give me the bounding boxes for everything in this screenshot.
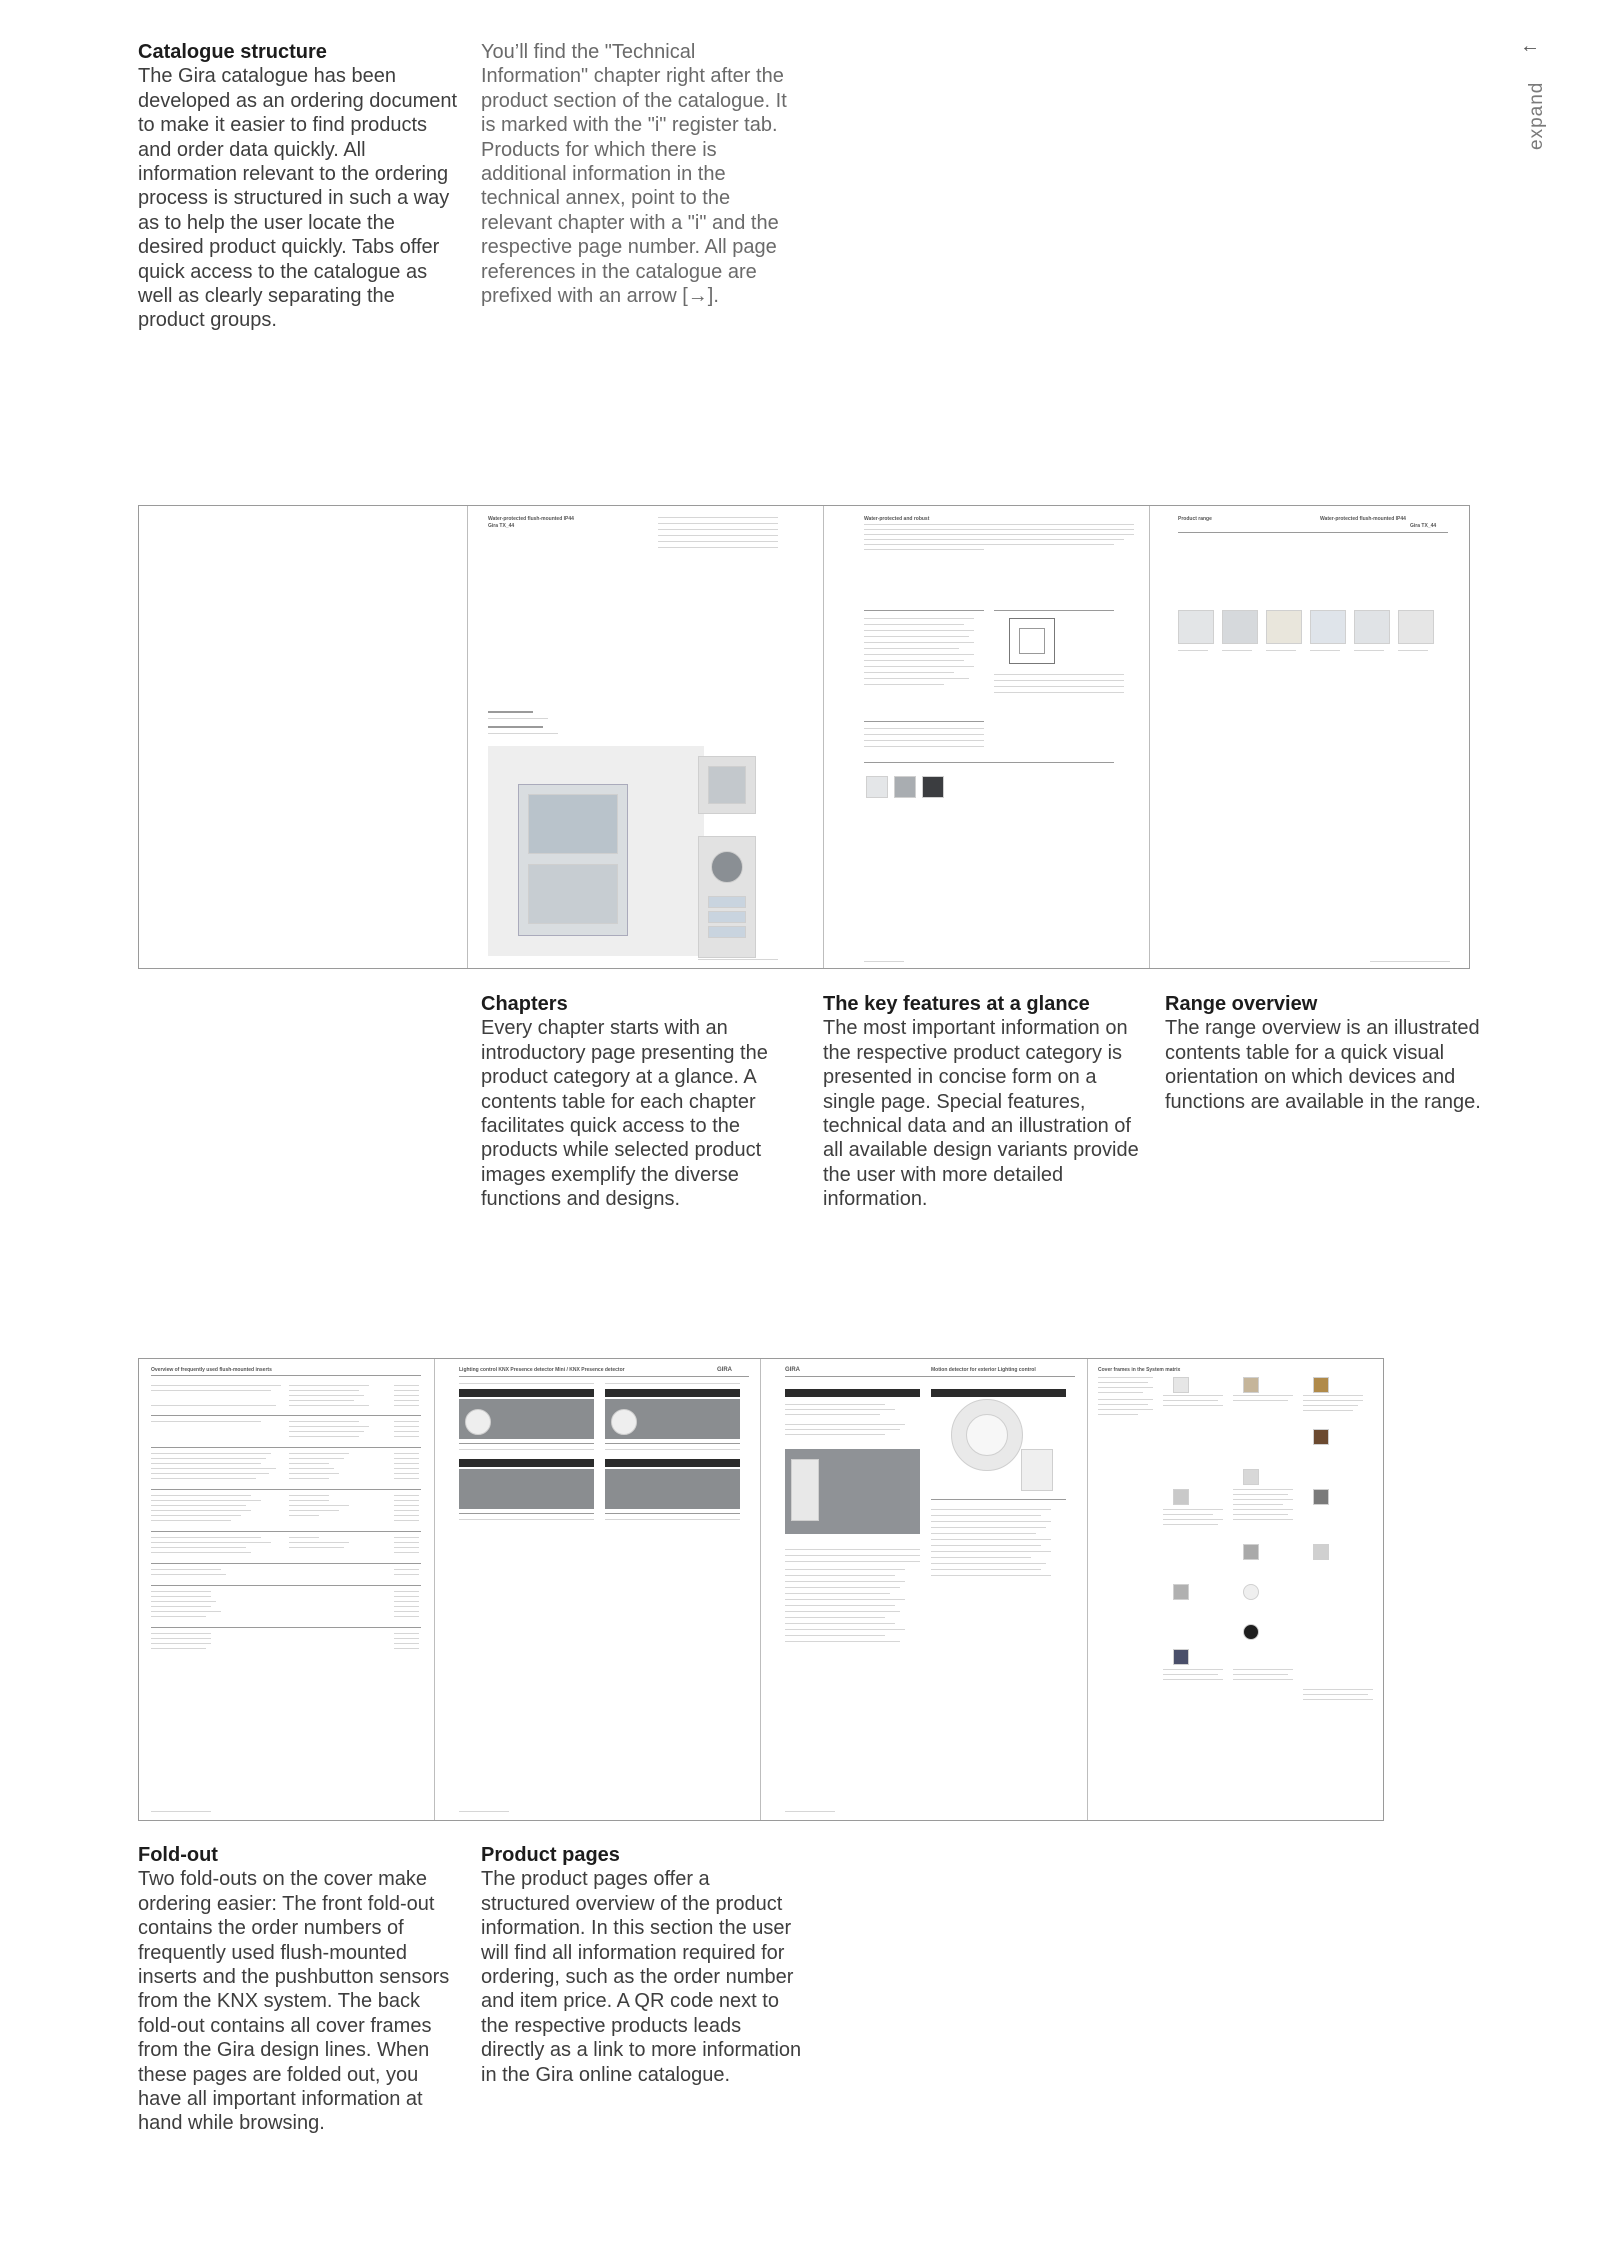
range-item-4	[1310, 610, 1346, 644]
expand-toggle[interactable]: expand	[1526, 81, 1547, 150]
variant-swatch-anthracite	[922, 776, 944, 798]
variant-swatch-white	[866, 776, 888, 798]
intro-body: The Gira catalogue has been developed as an ordering document to make it easier to find products and order data quickly. All information relevant to the ordering process is structured in such a way as to help the user locate the desired product quickly. Tabs offer quick access to the catalogue as well as clearly separating the product groups.	[138, 65, 458, 332]
range-page-subtitle: Gira TX_44	[1410, 523, 1437, 529]
caption-body: The range overview is an illustrated contents table for a quick visual orientation on which devices and functions are available in the range.	[1165, 1017, 1481, 1113]
intro-heading: Catalogue structure	[138, 41, 327, 63]
catalogue-spread-chapters	[138, 505, 1470, 969]
foldout-page-title: Overview of frequently used flush-mounted inserts	[151, 1367, 272, 1373]
frame-swatch	[1173, 1584, 1189, 1600]
caption-chapters	[481, 992, 803, 1212]
catalogue-spread-foldout	[138, 1358, 1384, 1821]
range-item-5	[1354, 610, 1390, 644]
caption-product-pages	[481, 1843, 803, 2087]
range-item-2	[1222, 610, 1258, 644]
spread-page-key-features	[823, 506, 1150, 968]
frame-swatch	[1173, 1377, 1189, 1393]
caption-heading: Range overview	[1165, 993, 1318, 1015]
intro-technical-body: You’ll find the "Technical Information" chapter right after the product section of the catalogue. It is marked with the "i" register tab. Products for which there is additional information in the technical annex, point to the relevant chapter with a "i" and the respective page number. All page references in the catalogue are prefixed with an arrow [→].	[481, 41, 787, 308]
brand-logo: GIRA	[785, 1367, 800, 1373]
intro-left	[138, 40, 458, 333]
product-page-title: Lighting control KNX Presence detector Mini / KNX Presence detector	[459, 1367, 625, 1373]
features-page-title: Water-protected and robust	[864, 516, 930, 522]
range-item-3	[1266, 610, 1302, 644]
spread-page-blank	[139, 506, 467, 968]
spread-page-product-motion	[760, 1359, 1088, 1820]
range-item-6	[1398, 610, 1434, 644]
frames-page-title: Cover frames in the System matrix	[1098, 1367, 1181, 1373]
motion-page-title: Motion detector for exterior Lighting control	[931, 1367, 1036, 1373]
frame-swatch	[1313, 1544, 1329, 1560]
caption-heading: The key features at a glance	[823, 993, 1090, 1015]
range-item-1	[1178, 610, 1214, 644]
frame-swatch	[1243, 1377, 1259, 1393]
caption-range-overview	[1165, 992, 1485, 1114]
frame-swatch	[1243, 1544, 1259, 1560]
chapter-page-title: Water-protected flush-mounted IP44	[488, 516, 574, 522]
caption-fold-out	[138, 1843, 463, 2136]
caption-heading: Fold-out	[138, 1844, 218, 1866]
caption-body: The product pages offer a structured overview of the product information. In this section the user will find all information required for ordering, such as the order number and item price. A QR code next to the respective products leads directly as a link to more information in the Gira online catalogue.	[481, 1868, 802, 2086]
caption-heading: Chapters	[481, 993, 568, 1015]
caption-body: The most important information on the respective product category is presented in concise form on a single page. Special features, technical data and an illustration of all available design variants provide the user with more detailed information.	[823, 1017, 1139, 1211]
frame-swatch	[1243, 1624, 1259, 1640]
brand-logo: GIRA	[717, 1367, 732, 1373]
frame-swatch	[1313, 1377, 1329, 1393]
caption-body: Two fold-outs on the cover make ordering easier: The front fold-out contains the order numbers of frequently used flush-mounted inserts and the pushbutton sensors from the KNX system. The back fold-out contains all cover frames from the Gira design lines. When these pages are folded out, you have all important information at hand while browsing.	[138, 1868, 450, 2135]
chapter-page-subtitle: Gira TX_44	[488, 523, 515, 529]
frame-swatch	[1243, 1584, 1259, 1600]
frame-swatch	[1173, 1649, 1189, 1665]
range-page-title: Product range	[1178, 516, 1212, 522]
frame-swatch	[1313, 1489, 1329, 1505]
spread-page-range-overview	[1149, 506, 1469, 968]
caption-heading: Product pages	[481, 1844, 620, 1866]
intro-right	[481, 40, 801, 308]
caption-key-features	[823, 992, 1145, 1212]
caption-body: Every chapter starts with an introductory page presenting the product category at a glance. A contents table for each chapter facilitates quick access to the products while selected product images exemplify the diverse functions and designs.	[481, 1017, 768, 1211]
frame-swatch	[1243, 1469, 1259, 1485]
range-page-chapter: Water-protected flush-mounted IP44	[1320, 516, 1406, 522]
spread-page-chapter-intro	[467, 506, 795, 968]
spread-page-cover-frames	[1087, 1359, 1383, 1820]
spread-page-product-knx	[434, 1359, 761, 1820]
frame-swatch	[1173, 1489, 1189, 1505]
spread-page-foldout-list	[139, 1359, 434, 1820]
variant-swatch-grey	[894, 776, 916, 798]
back-arrow-icon[interactable]: ←	[1520, 35, 1540, 57]
frame-swatch	[1313, 1429, 1329, 1445]
